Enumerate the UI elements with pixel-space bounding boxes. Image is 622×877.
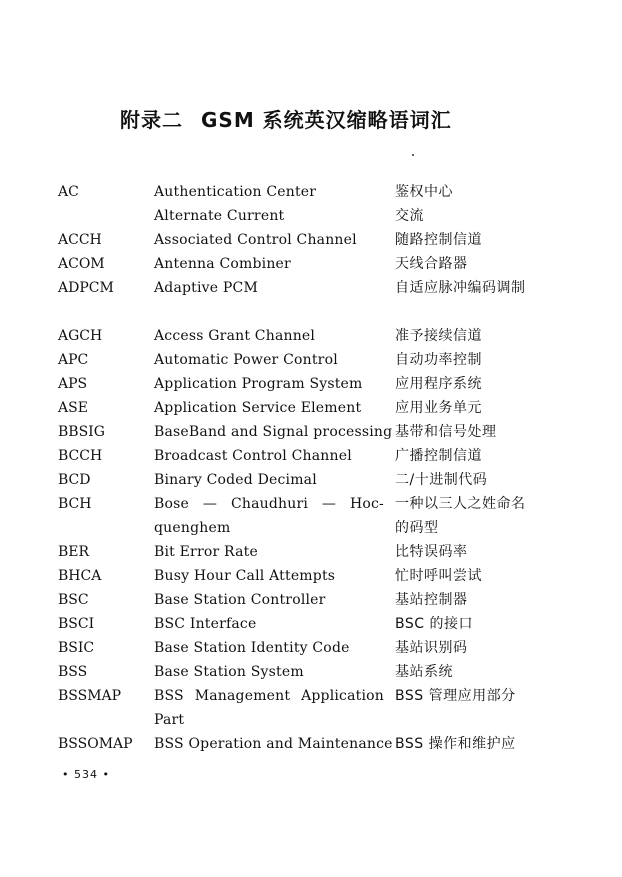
glossary-row — [0, 684, 622, 732]
english-term: Binary Coded Decimal — [154, 472, 317, 488]
glossary-row — [0, 204, 622, 228]
chinese-term: 基带和信号处理 — [395, 424, 497, 440]
abbreviation: BSSOMAP — [58, 736, 133, 752]
glossary-row — [0, 372, 622, 396]
chinese-term: 应用业务单元 — [395, 400, 482, 416]
glossary-row — [0, 636, 622, 660]
english-term: Access Grant Channel — [154, 328, 316, 344]
abbreviation: BSC — [58, 592, 89, 608]
english-term: Antenna Combiner — [154, 256, 291, 272]
abbreviation: BHCA — [58, 568, 102, 584]
english-term: Broadcast Control Channel — [154, 448, 352, 464]
page-number: • 534 • — [62, 768, 110, 781]
glossary-row — [0, 540, 622, 564]
english-term: Alternate Current — [154, 208, 285, 224]
abbreviation: BSCI — [58, 616, 95, 632]
glossary-row — [0, 732, 622, 756]
glossary-row — [0, 180, 622, 204]
chinese-term: 比特误码率 — [395, 544, 468, 560]
english-term: Busy Hour Call Attempts — [154, 568, 336, 584]
english-term: BSS Operation and Maintenance — [154, 736, 393, 752]
glossary-row — [0, 276, 622, 324]
english-term: Application Service Element — [154, 400, 362, 416]
chinese-term: 广播控制信道 — [395, 448, 482, 464]
glossary-row — [0, 252, 622, 276]
glossary-row — [0, 228, 622, 252]
english-term: Authentication Center — [154, 184, 317, 200]
english-term: Base Station System — [154, 664, 304, 680]
abbreviation: BCH — [58, 496, 92, 512]
abbreviation: BBSIG — [58, 424, 105, 440]
abbreviation: AGCH — [58, 328, 103, 344]
abbreviation: BCD — [58, 472, 91, 488]
chinese-term: 自动功率控制 — [395, 352, 482, 368]
abbreviation: AC — [58, 184, 79, 200]
glossary-row — [0, 324, 622, 348]
chinese-term: 交流 — [395, 208, 424, 224]
glossary-row — [0, 612, 622, 636]
english-term: Associated Control Channel — [154, 232, 357, 248]
chinese-term: BSC 的接口 — [395, 616, 473, 632]
abbreviation: BSSMAP — [58, 688, 122, 704]
english-term: BaseBand and Signal processing — [154, 424, 393, 440]
glossary-row — [0, 348, 622, 372]
english-term: Bose — Chaudhuri — Hoc-quenghem — [154, 496, 384, 536]
english-term: BSS Management Application Part — [154, 688, 384, 728]
glossary-row — [0, 588, 622, 612]
english-term: Automatic Power Control — [154, 352, 338, 368]
chinese-term: 自适应脉冲编码调制 — [395, 280, 526, 296]
english-term: Application Program System — [154, 376, 363, 392]
abbreviation: ASE — [58, 400, 88, 416]
abbreviation: BCCH — [58, 448, 103, 464]
english-term: Bit Error Rate — [154, 544, 258, 560]
glossary-row — [0, 660, 622, 684]
abbreviation: BER — [58, 544, 90, 560]
appendix-label: 附录二 — [120, 108, 183, 132]
page-title — [120, 104, 452, 133]
glossary-row — [0, 492, 622, 540]
chinese-term: 随路控制信道 — [395, 232, 482, 248]
chinese-term: 准予接续信道 — [395, 328, 482, 344]
chinese-term: 天线合路器 — [395, 256, 468, 272]
chinese-term: 一种以三人之姓命名的码型 — [395, 496, 526, 536]
appendix-heading: GSM 系统英汉缩略语词汇 — [201, 108, 452, 132]
abbreviation: APC — [58, 352, 89, 368]
glossary-row — [0, 564, 622, 588]
english-term: Adaptive PCM — [154, 280, 258, 296]
glossary-row — [0, 420, 622, 444]
abbreviation: ACOM — [58, 256, 105, 272]
english-term: Base Station Identity Code — [154, 640, 350, 656]
abbreviation: ACCH — [58, 232, 102, 248]
abbreviation: APS — [58, 376, 88, 392]
chinese-term: 基站系统 — [395, 664, 453, 680]
chinese-term: 基站控制器 — [395, 592, 468, 608]
chinese-term: BSS 操作和维护应 — [395, 736, 516, 752]
glossary-list — [0, 180, 622, 756]
glossary-row — [0, 396, 622, 420]
glossary-row — [0, 444, 622, 468]
chinese-term: 基站识别码 — [395, 640, 468, 656]
abbreviation: ADPCM — [58, 280, 114, 296]
print-speck — [412, 154, 414, 156]
chinese-term: 鉴权中心 — [395, 184, 453, 200]
english-term: Base Station Controller — [154, 592, 326, 608]
glossary-row — [0, 468, 622, 492]
abbreviation: BSS — [58, 664, 88, 680]
chinese-term: 二/十进制代码 — [395, 472, 488, 488]
abbreviation: BSIC — [58, 640, 95, 656]
chinese-term: BSS 管理应用部分 — [395, 688, 516, 704]
chinese-term: 忙时呼叫尝试 — [395, 568, 482, 584]
chinese-term: 应用程序系统 — [395, 376, 482, 392]
english-term: BSC Interface — [154, 616, 257, 632]
